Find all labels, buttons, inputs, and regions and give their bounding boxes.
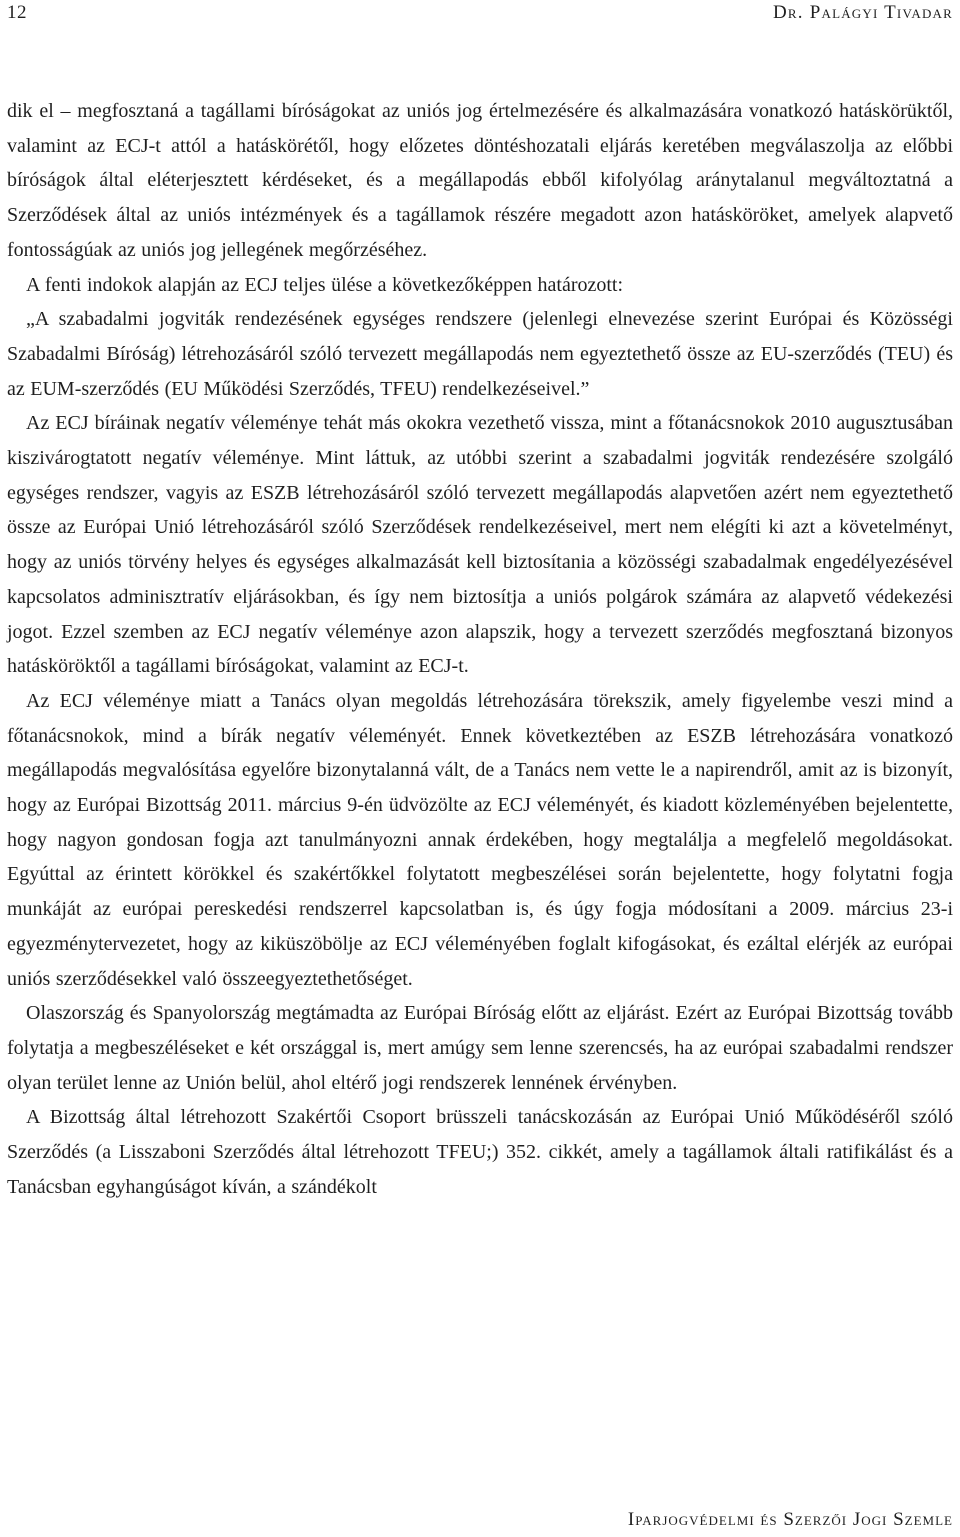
header-author: Dr. Palágyi Tivadar — [773, 2, 953, 23]
paragraph-italy-spain: Olaszország és Spanyolország megtámadta az Európai Bíróság előtt az eljárást. Ezért az Európai Bizottság tovább folytatja a megbeszéléseket e két országgal is, mert amúgy sem lenne szerencsés, ha az európai szabadalmi rendszer olyan terület lenne az Unión belül, ahol eltérő jogi rendszerek lennének érvényben. — [7, 1002, 953, 1094]
paragraph-continuation: dik el – megfosztaná a tagállami bíróságokat az uniós jog értelmezésére és alkalmazására vonatkozó hatáskörüktől, valamint az ECJ-t attól a hatáskörétől, hogy előzetes döntéshozatali eljárás keretében megválaszolja az előbbi bíróságok által eléterjesztett kérdéseket, és a megállapodás ebből kifolyólag aránytalanul megváltoztatná a Szerződések által az uniós intézmények és a tagállamok részére megadott azon hatásköröket, amelyek alapvető fontosságúak az uniós jog jellegének megőrzéséhez. — [7, 100, 953, 261]
paragraph-council-response: Az ECJ véleménye miatt a Tanács olyan megoldás létrehozására törekszik, amely figyelembe veszi mind a főtanácsnokok, mind a bírák negatív véleményét. Ennek következtében az ESZB létrehozására vonatkozó megállapodás megvalósítása egyelőre bizonytalanná vált, de a Tanács nem vette le a napirendről, amit az is bizonyít, hogy az Európai Bizottság 2011. március 9-én üdvözölte az ECJ véleményét, és kiadott közleményében bejelentette, hogy nagyon gondosan fogja azt tanulmányozni annak érdekében, hogy megtalálja a megfelelő megoldásokat. Egyúttal az érintett körökkel és szakértőkkel folytatott megbeszélései során bejelentette, hogy folytatni fogja munkáját az európai pereskedési rendszerrel kapcsolatban is, és úgy fogja módosítani a 2009. március 23-i egyezménytervezetet, hogy az kiküszöbölje az ECJ véleményében foglalt kifogásokat, és ezáltal elérjék az európai uniós szerződésekkel való összeegyeztethetőséget. — [7, 689, 953, 990]
running-header — [0, 0, 960, 30]
body-text — [7, 94, 953, 1205]
paragraph-decision-intro: A fenti indokok alapján az ECJ teljes ülése a következőképpen határozott: — [26, 273, 624, 296]
paragraph-decision-quote: „A szabadalmi jogviták rendezésének egységes rendszere (jelenlegi elnevezése szerint Európai és Közösségi Szabadalmi Bíróság) létrehozásáról szóló tervezett megállapodás nem egyeztethető össze az EU-szerződés (TEU) és az EUM-szerződés (EU Működési Szerződés, TFEU) rendelkezéseivel.” — [7, 308, 953, 400]
page-number: 12 — [7, 2, 27, 23]
paragraph-expert-group: A Bizottság által létrehozott Szakértői Csoport brüsszeli tanácskozásán az Európai Unió Működéséről szóló Szerződés (a Lisszaboni Szerződés által létrehozott TFEU;) 352. cikkét, amely a tagállamok általi ratifikálást és a Tanácsban egyhangúságot kíván, a szándékolt — [7, 1106, 953, 1198]
journal-title-footer: Iparjogvédelmi és Szerzői Jogi Szemle — [627, 1509, 953, 1530]
paragraph-ecj-opinion: Az ECJ bíráinak negatív véleménye tehát más okokra vezethető vissza, mint a főtanácsnokok 2010 augusztusában kiszivárogtatott negatív véleménye. Mint láttuk, az utóbbi szerint a szabadalmi jogviták rendezésére szolgáló egységes rendszer, vagyis az ESZB létrehozásáról szóló tervezett megállapodás alapvetően azért nem egyeztethető össze az Európai Unió létrehozásáról szóló Szerződések rendelkezéseivel, mert nem elégíti ki azt a követelményt, hogy az uniós törvény helyes és egységes alkalmazását kell biztosítania a közösségi szabadalmak engedélyezésével kapcsolatos adminisztratív eljárásokban, és így nem biztosítja a uniós polgárok számára az alapvető védekezési jogot. Ezzel szemben az ECJ negatív véleménye azon alapszik, hogy a tervezett szerződés megfosztaná bizonyos hatásköröktől a tagállami bíróságokat, valamint az ECJ-t. — [7, 412, 953, 678]
